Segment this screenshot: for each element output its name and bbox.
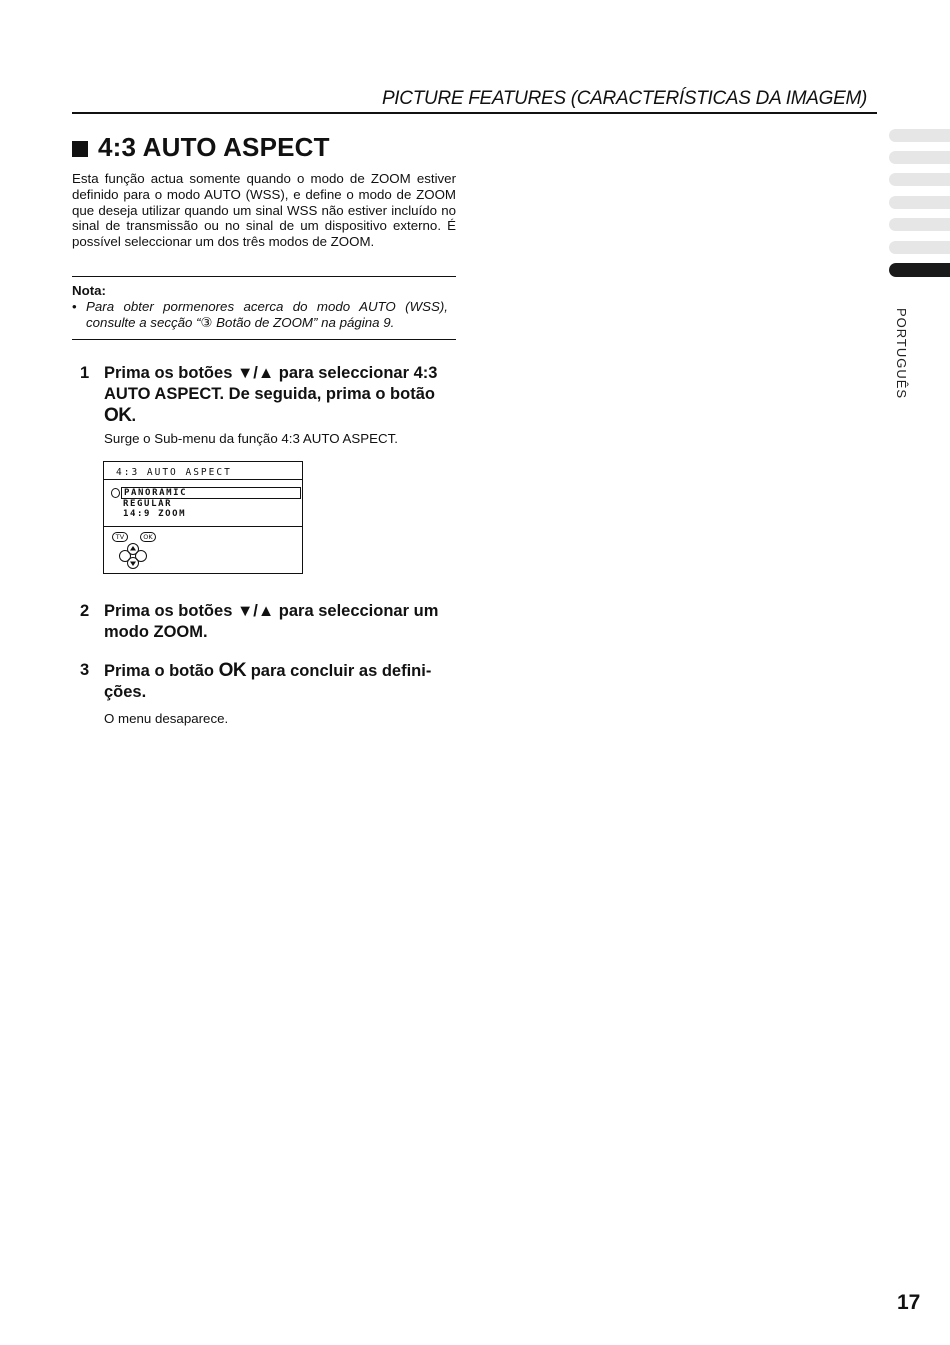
ok-button-label: OK	[104, 405, 132, 426]
step-3-result: O menu desaparece.	[104, 711, 229, 726]
step-1-result: Surge o Sub-menu da função 4:3 AUTO ASPECT.	[104, 431, 398, 446]
osd-title: 4:3 AUTO ASPECT	[116, 467, 232, 478]
chapter-tab	[889, 129, 950, 142]
chapter-tab	[889, 196, 950, 209]
osd-divider	[104, 526, 302, 527]
note-item	[72, 299, 448, 331]
note-top-rule	[72, 276, 456, 277]
chapter-tab	[889, 151, 950, 164]
osd-option-selected: PANORAMIC	[121, 487, 301, 499]
section-title	[72, 132, 330, 163]
tv-button-icon: TV	[112, 532, 128, 542]
step-1	[80, 363, 456, 427]
osd-cursor-ring-icon	[111, 488, 120, 498]
step-3	[80, 660, 456, 703]
square-bullet-icon	[72, 141, 88, 157]
osd-menu-illustration	[103, 461, 303, 574]
step-instruction: Prima os botões ▼/▲ para seleccionar 4:3 AUTO ASPECT. De seguida, prima o botão OK.	[104, 364, 438, 426]
note-bottom-rule	[72, 339, 456, 340]
ok-button-label: OK	[218, 660, 247, 681]
chapter-tab	[889, 173, 950, 186]
dpad-arrows-icon	[118, 542, 148, 570]
side-language-label: PORTUGUÊS	[894, 308, 909, 400]
step-instruction: Prima os botões ▼/▲ para seleccionar um modo ZOOM.	[104, 602, 439, 641]
step-instruction: Prima o botão OK para concluir as defini-ções.	[104, 660, 432, 701]
step-number: 3	[80, 661, 90, 679]
osd-option: REGULAR	[123, 499, 173, 509]
note-text: Para obter pormenores acerca do modo AUTO (WSS), consulte a secção “③ Botão de ZOOM” na página 9.	[86, 299, 448, 330]
header-rule	[72, 112, 877, 114]
osd-divider	[104, 479, 302, 480]
chapter-tab	[889, 218, 950, 231]
step-2	[80, 601, 456, 643]
page-header-title: PICTURE FEATURES (CARACTERÍSTICAS DA IMAGEM)	[381, 88, 867, 109]
page-number: 17	[897, 1291, 921, 1314]
chapter-tab-active	[889, 263, 950, 277]
step-number: 1	[80, 364, 90, 382]
osd-option: 14:9 ZOOM	[123, 509, 187, 519]
section-title-text: 4:3 AUTO ASPECT	[98, 132, 330, 162]
ok-button-icon: OK	[140, 532, 156, 542]
note-label: Nota:	[72, 283, 106, 298]
bullet-icon: •	[72, 299, 77, 314]
intro-paragraph: Esta função actua somente quando o modo de ZOOM estiver definido para o modo AUTO (WSS), e define o modo de ZOOM que deseja utilizar quando um sinal WSS não estiver incluído no sinal de transmissão ou no sinal de um dispositivo externo. É possível seleccionar um dos três modos de ZOOM.	[72, 171, 456, 250]
chapter-tab	[889, 241, 950, 254]
step-number: 2	[80, 602, 90, 620]
